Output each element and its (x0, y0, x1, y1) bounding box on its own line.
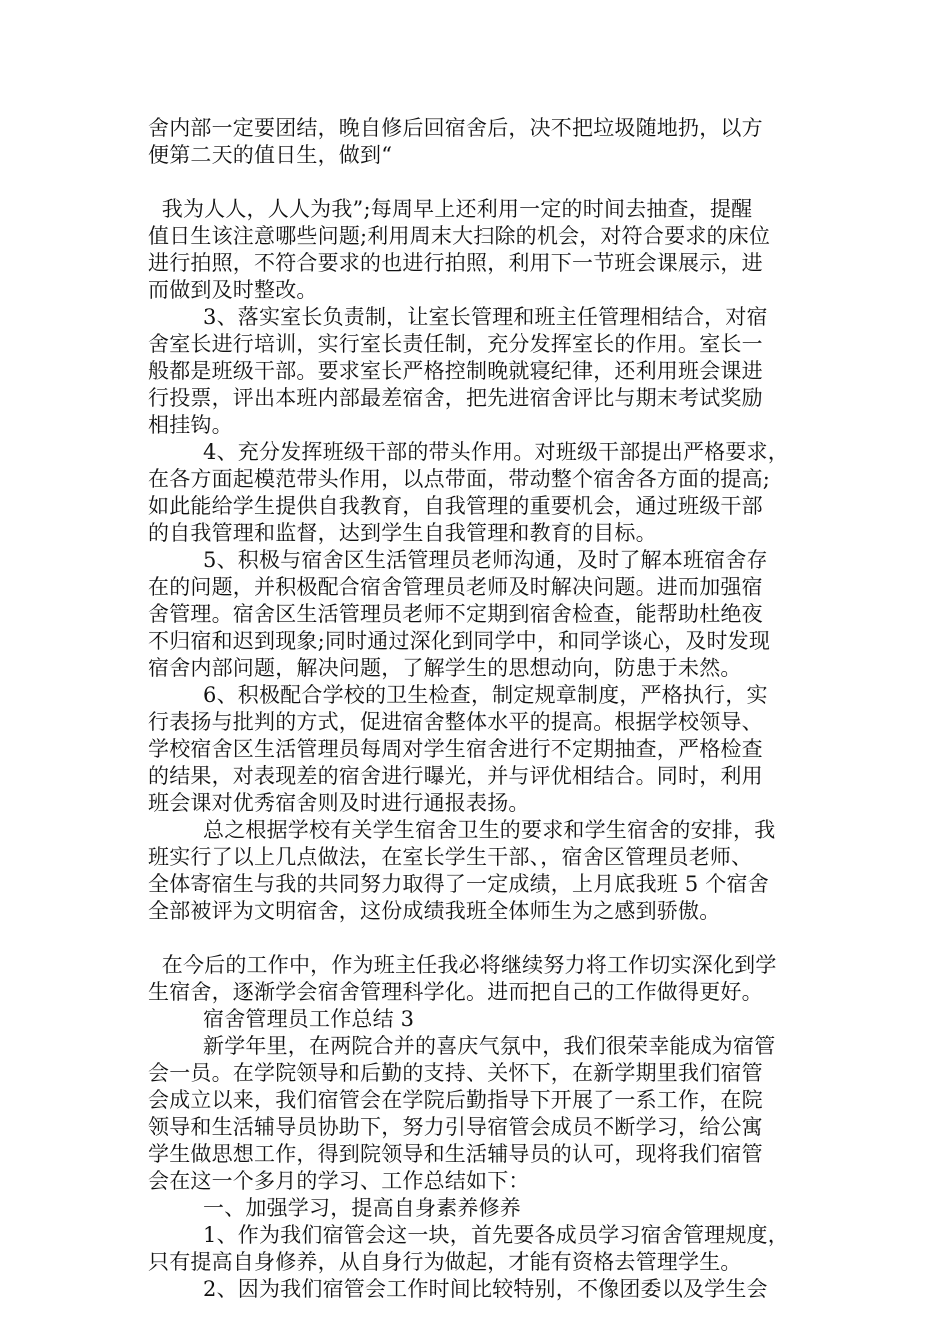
blank-line (148, 169, 818, 196)
text-line: 会一员。在学院领导和后勤的支持、关怀下，在新学期里我们宿管 (148, 1061, 763, 1085)
text-line: 在今后的工作中，作为班主任我必将继续努力将工作切实深化到学 (148, 953, 777, 977)
text-line: 值日生该注意哪些问题;利用周末大扫除的机会，对符合要求的床位 (148, 224, 771, 248)
text-line: 学生做思想工作，得到院领导和生活辅导员的认可，现将我们宿管 (148, 1142, 763, 1166)
document-body (148, 115, 818, 1303)
text-line: 的结果，对表现差的宿舍进行曝光，并与评优相结合。同时，利用 (148, 764, 763, 788)
text-line: 总之根据学校有关学生宿舍卫生的要求和学生宿舍的安排，我 (148, 818, 776, 842)
text-line: 会在这一个多月的学习、工作总结如下： (148, 1169, 530, 1193)
text-line: 而做到及时整改。 (148, 278, 318, 302)
text-line: 在各方面起模范带头作用，以点带面，带动整个宿舍各方面的提高; (148, 467, 771, 491)
text-line: 新学年里，在两院合并的喜庆气氛中，我们很荣幸能成为宿管 (148, 1034, 776, 1058)
text-line: 6、积极配合学校的卫生检查，制定规章制度，严格执行，实 (148, 683, 768, 707)
text-line: 3、落实室长负责制，让室长管理和班主任管理相结合，对宿 (148, 305, 768, 329)
text-line: 生宿舍，逐渐学会宿舍管理科学化。进而把自己的工作做得更好。 (148, 980, 763, 1004)
text-line: 班会课对优秀宿舍则及时进行通报表扬。 (148, 791, 530, 815)
text-line: 会成立以来，我们宿管会在学院后勤指导下开展了一系工作，在院 (148, 1088, 763, 1112)
blank-line (148, 925, 818, 952)
text-line: 班实行了以上几点做法，在室长学生干部、，宿舍区管理员老师、 (148, 845, 753, 869)
text-line: 便第二天的值日生，做到“ (148, 143, 393, 167)
text-line: 如此能给学生提供自我教育，自我管理的重要机会，通过班级干部 (148, 494, 763, 518)
text-line: 宿舍管理员工作总结 3 (148, 1007, 415, 1031)
text-line: 1、作为我们宿管会这一块，首先要各成员学习宿舍管理规度， (148, 1223, 789, 1247)
text-line: 我为人人，人人为我”;每周早上还利用一定的时间去抽查，提醒 (148, 197, 753, 221)
text-line: 的自我管理和监督，达到学生自我管理和教育的目标。 (148, 521, 657, 545)
text-line: 不归宿和迟到现象;同时通过深化到同学中，和同学谈心，及时发现 (148, 629, 771, 653)
text-line: 舍室长进行培训，实行室长责任制，充分发挥室长的作用。室长一 (148, 332, 763, 356)
text-line: 行表扬与批判的方式，促进宿舍整体水平的提高。根据学校领导、 (148, 710, 763, 734)
text-line: 领导和生活辅导员协助下，努力引导宿管会成员不断学习，给公寓 (148, 1115, 763, 1139)
text-line: 全体寄宿生与我的共同努力取得了一定成绩，上月底我班 5 个宿舍 (148, 872, 769, 896)
text-line: 宿舍内部问题，解决问题，了解学生的思想动向，防患于未然。 (148, 656, 742, 680)
text-line: 2、因为我们宿管会工作时间比较特别，不像团委以及学生会 (148, 1277, 768, 1301)
text-line: 行投票，评出本班内部最差宿舍，把先进宿舍评比与期末考试奖励 (148, 386, 763, 410)
text-line: 4、充分发挥班级干部的带头作用。对班级干部提出严格要求， (148, 440, 789, 464)
text-line: 学校宿舍区生活管理员每周对学生宿舍进行不定期抽查，严格检查 (148, 737, 763, 761)
text-line: 般都是班级干部。要求室长严格控制晚就寝纪律，还利用班会课进 (148, 359, 763, 383)
text-line: 一、加强学习，提高自身素养修养 (148, 1196, 522, 1220)
text-line: 全部被评为文明宿舍，这份成绩我班全体师生为之感到骄傲。 (148, 899, 721, 923)
text-line: 进行拍照，不符合要求的也进行拍照，利用下一节班会课展示，进 (148, 251, 763, 275)
text-line: 相挂钩。 (148, 413, 233, 437)
text-line: 舍内部一定要团结，晚自修后回宿舍后，决不把垃圾随地扔，以方 (148, 116, 763, 140)
text-line: 在的问题，并积极配合宿舍管理员老师及时解决问题。进而加强宿 (148, 575, 763, 599)
text-line: 5、积极与宿舍区生活管理员老师沟通，及时了解本班宿舍存 (148, 548, 768, 572)
text-line: 只有提高自身修养，从自身行为做起，才能有资格去管理学生。 (148, 1250, 742, 1274)
text-line: 舍管理。宿舍区生活管理员老师不定期到宿舍检查，能帮助杜绝夜 (148, 602, 763, 626)
